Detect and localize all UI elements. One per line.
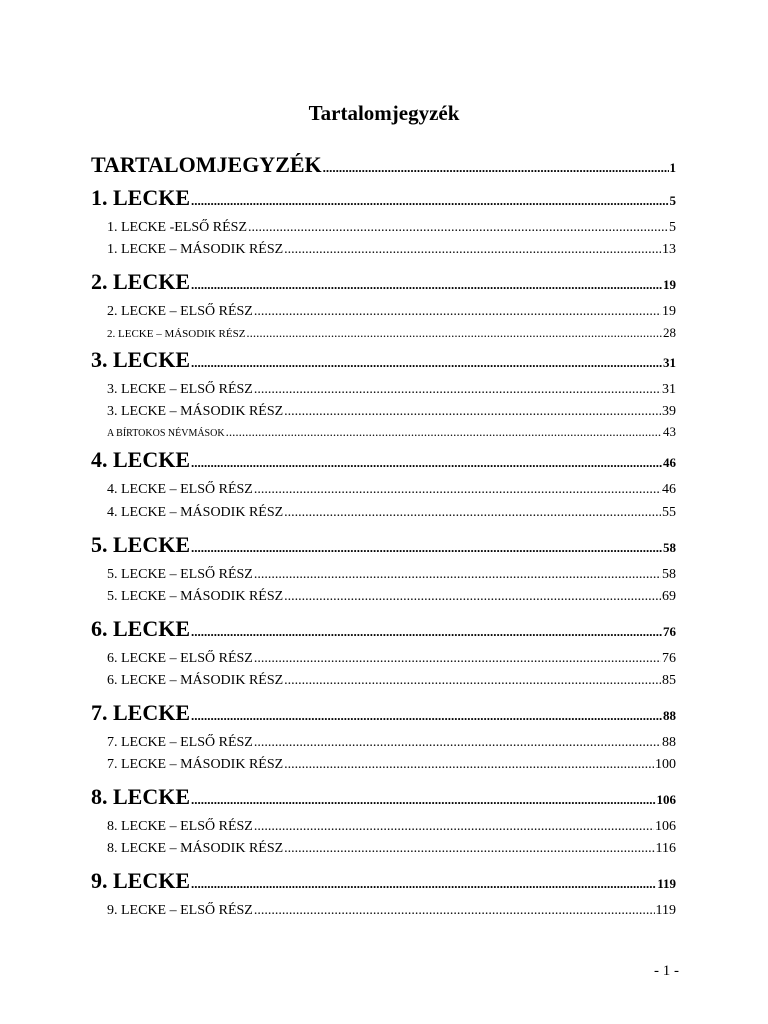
toc-entry-label: 5. LECKE: [91, 532, 191, 557]
toc-entry[interactable]: [107, 242, 676, 258]
toc-entry-label: 1. LECKE: [91, 185, 191, 210]
leader-dots: [323, 160, 669, 176]
toc-entry[interactable]: [107, 757, 676, 773]
toc-entry[interactable]: [91, 185, 676, 211]
toc-entry-page: 55: [662, 505, 676, 520]
leader-dots: [191, 277, 662, 293]
leader-dots: [254, 735, 661, 751]
leader-dots: [284, 757, 654, 773]
toc-entry-label: 6. LECKE – MÁSODIK RÉSZ: [107, 673, 284, 688]
toc-entry[interactable]: [107, 819, 676, 835]
leader-dots: [284, 673, 661, 689]
toc-entry-page: 85: [662, 673, 676, 688]
leader-dots: [191, 355, 662, 371]
toc-entry-page: 43: [663, 424, 676, 439]
toc-entry[interactable]: [107, 404, 676, 420]
toc-entry[interactable]: [107, 325, 676, 341]
toc-entry-page: 119: [655, 903, 676, 918]
toc-entry-page: 31: [662, 382, 676, 397]
toc-entry-page: 28: [663, 325, 676, 340]
leader-dots: [284, 505, 661, 521]
toc-entry-label: 2. LECKE – MÁSODIK RÉSZ: [107, 328, 246, 340]
toc-entry[interactable]: [107, 903, 676, 919]
toc-entry-page: 13: [662, 242, 676, 257]
toc-entry[interactable]: [107, 382, 676, 398]
toc-entry-page: 119: [657, 876, 676, 891]
leader-dots: [284, 841, 654, 857]
leader-dots: [254, 482, 661, 498]
toc-entry-label: 2. LECKE: [91, 269, 191, 294]
toc-entry-label: 3. LECKE – MÁSODIK RÉSZ: [107, 404, 284, 419]
toc-entry-label: 4. LECKE – MÁSODIK RÉSZ: [107, 505, 284, 520]
toc-entry-page: 39: [662, 404, 676, 419]
leader-dots: [284, 242, 661, 258]
leader-dots: [226, 424, 662, 440]
leader-dots: [254, 651, 661, 667]
toc-entry-page: 88: [663, 708, 676, 723]
toc-entry-label: 6. LECKE – ELSŐ RÉSZ: [107, 651, 253, 666]
toc-entry[interactable]: [107, 589, 676, 605]
leader-dots: [191, 624, 662, 640]
toc-entry[interactable]: [91, 616, 676, 642]
toc-entry[interactable]: [91, 152, 676, 178]
toc-entry[interactable]: [107, 735, 676, 751]
toc-entry-label: 9. LECKE – ELSŐ RÉSZ: [107, 903, 253, 918]
toc-entry-page: 69: [662, 589, 676, 604]
toc-entry-page: 5: [669, 220, 676, 235]
toc-entry[interactable]: [91, 532, 676, 558]
toc-entry[interactable]: [107, 673, 676, 689]
toc-entry-label: 1. LECKE -ELSŐ RÉSZ: [107, 220, 247, 235]
toc-entry-label: 7. LECKE – ELSŐ RÉSZ: [107, 735, 253, 750]
toc-entry-page: 88: [662, 735, 676, 750]
toc-entry-page: 46: [662, 482, 676, 497]
toc-entry-page: 76: [662, 651, 676, 666]
toc-entry-page: 116: [655, 841, 676, 856]
toc-entry-page: 58: [663, 540, 676, 555]
toc-entry[interactable]: [107, 505, 676, 521]
toc-entry[interactable]: [107, 482, 676, 498]
toc-entry-label: 5. LECKE – ELSŐ RÉSZ: [107, 567, 253, 582]
toc-entry-label: 3. LECKE – ELSŐ RÉSZ: [107, 382, 253, 397]
leader-dots: [284, 404, 661, 420]
toc-entry-page: 76: [663, 624, 676, 639]
toc-entry-label: 4. LECKE: [91, 447, 191, 472]
leader-dots: [254, 567, 661, 583]
toc-entry-page: 46: [663, 455, 676, 470]
leader-dots: [191, 455, 662, 471]
toc-entry-label: 8. LECKE – MÁSODIK RÉSZ: [107, 841, 284, 856]
toc-entry-label: 8. LECKE – ELSŐ RÉSZ: [107, 819, 253, 834]
toc-entry-page: 19: [663, 277, 676, 292]
leader-dots: [191, 708, 662, 724]
page-number: - 1 -: [654, 963, 679, 979]
leader-dots: [191, 876, 656, 892]
toc-entry-label: 5. LECKE – MÁSODIK RÉSZ: [107, 589, 284, 604]
toc-entry-label: 6. LECKE: [91, 616, 191, 641]
toc-entry-label: 8. LECKE: [91, 784, 191, 809]
toc-entry-page: 19: [662, 304, 676, 319]
toc-entry[interactable]: [107, 220, 676, 236]
leader-dots: [254, 382, 661, 398]
toc-entry-page: 100: [655, 757, 676, 772]
toc-entry-label: 3. LECKE: [91, 347, 191, 372]
toc-entry[interactable]: [107, 651, 676, 667]
toc-entry[interactable]: [91, 269, 676, 295]
leader-dots: [254, 819, 654, 835]
page-title: Tartalomjegyzék: [308, 101, 460, 125]
toc-entry-page: 1: [669, 160, 676, 175]
leader-dots: [191, 792, 655, 808]
toc-entry-page: 5: [669, 193, 676, 208]
leader-dots: [248, 220, 668, 236]
leader-dots: [246, 325, 662, 341]
leader-dots: [254, 903, 655, 919]
leader-dots: [191, 540, 662, 556]
toc-entry-label: 4. LECKE – ELSŐ RÉSZ: [107, 482, 253, 497]
toc-entry-page: 106: [656, 792, 676, 807]
toc-entry-page: 106: [655, 819, 676, 834]
toc-entry-label: TARTALOMJEGYZÉK: [91, 152, 322, 177]
toc-entry[interactable]: [107, 424, 676, 440]
toc-entry-label: 7. LECKE: [91, 700, 191, 725]
toc-entry-label: 2. LECKE – ELSŐ RÉSZ: [107, 304, 253, 319]
toc-entry[interactable]: [107, 841, 676, 857]
leader-dots: [254, 304, 661, 320]
toc-entry-label: 7. LECKE – MÁSODIK RÉSZ: [107, 757, 284, 772]
toc-entry-label: A BÍRTOKOS NÉVMÁSOK: [107, 428, 225, 439]
toc-entry-page: 58: [662, 567, 676, 582]
toc-entry[interactable]: [107, 567, 676, 583]
leader-dots: [284, 589, 661, 605]
toc-entry[interactable]: [91, 700, 676, 726]
toc-entry[interactable]: [91, 784, 676, 810]
toc-entry-label: 1. LECKE – MÁSODIK RÉSZ: [107, 242, 284, 257]
toc-entry[interactable]: [91, 447, 676, 473]
toc-entry[interactable]: [91, 868, 676, 894]
toc-entry[interactable]: [107, 304, 676, 320]
toc-entry[interactable]: [91, 347, 676, 373]
leader-dots: [191, 193, 668, 209]
toc-entry-label: 9. LECKE: [91, 868, 191, 893]
toc-entry-page: 31: [663, 355, 676, 370]
